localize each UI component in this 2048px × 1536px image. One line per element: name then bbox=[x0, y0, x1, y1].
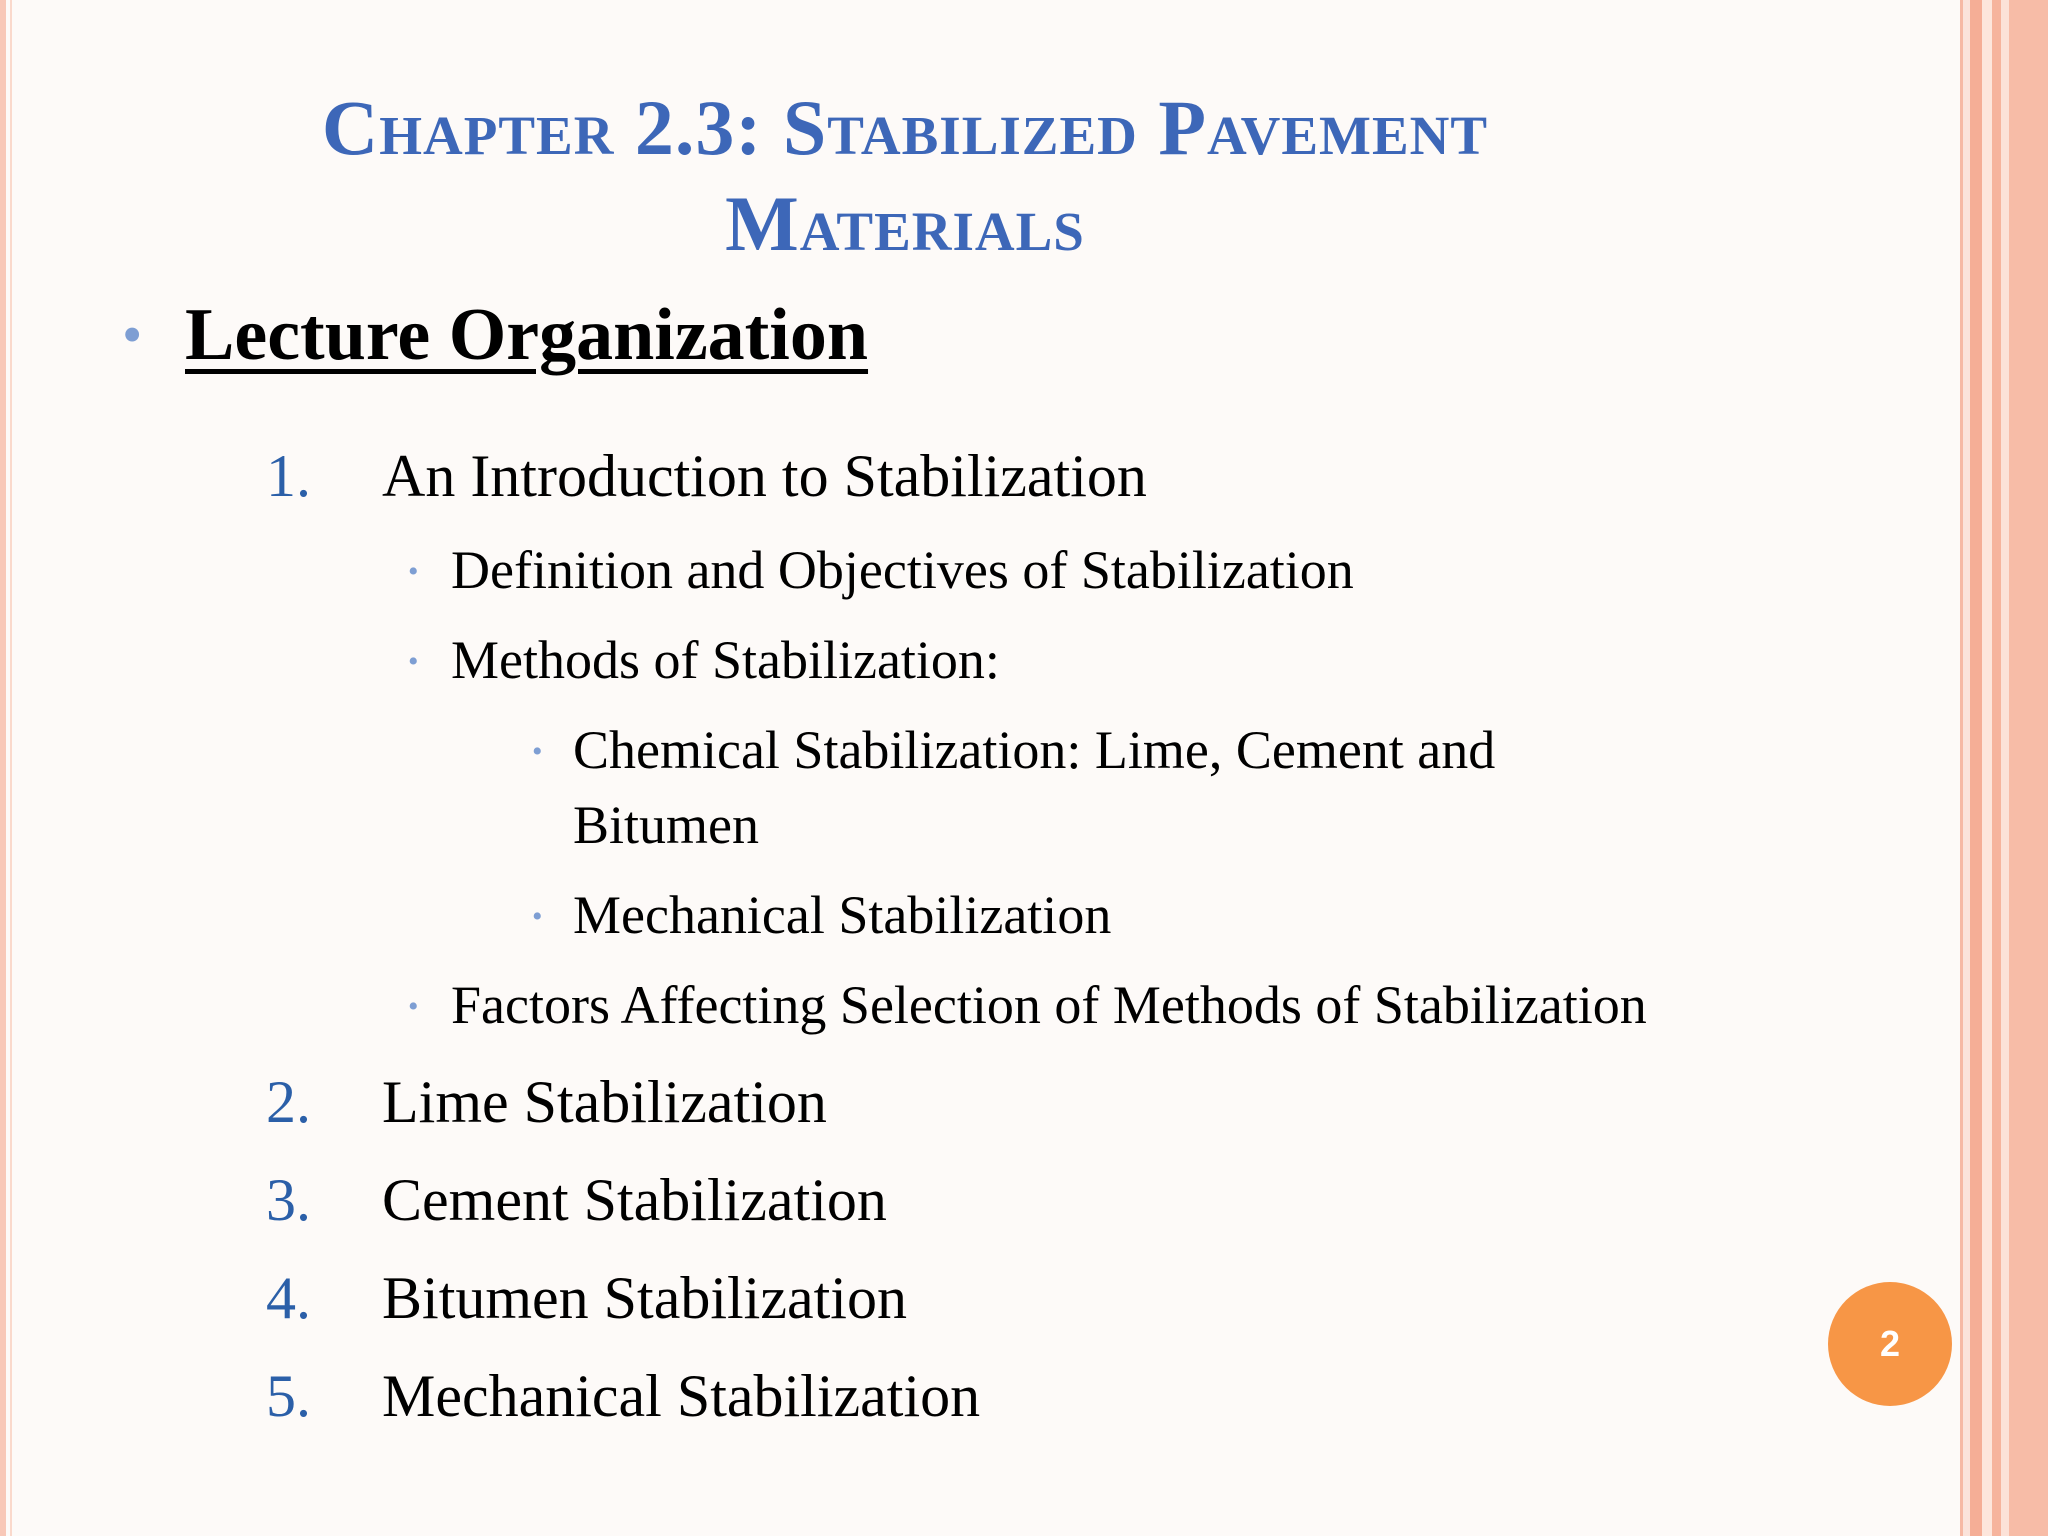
page-number-badge: 2 bbox=[1828, 1282, 1952, 1406]
sub-bullet-icon: • bbox=[532, 735, 543, 768]
right-stripe bbox=[1970, 0, 1982, 1536]
lecture-organization-heading: Lecture Organization bbox=[185, 294, 869, 376]
item-number: 1. bbox=[266, 443, 311, 509]
list-item: Mechanical Stabilization bbox=[382, 1363, 981, 1429]
list-item: Cement Stabilization bbox=[382, 1167, 887, 1233]
sub-list-item: Definition and Objectives of Stabilization bbox=[451, 540, 1354, 600]
list-item: An Introduction to Stabilization bbox=[382, 443, 1147, 509]
sub-bullet-icon: • bbox=[408, 555, 419, 588]
list-item: Bitumen Stabilization bbox=[382, 1265, 907, 1331]
item-number: 5. bbox=[266, 1363, 311, 1429]
sub-bullet-icon: • bbox=[408, 990, 419, 1023]
right-stripe bbox=[1982, 0, 1992, 1536]
right-stripe bbox=[2001, 0, 2009, 1536]
sub-sub-list-item-continuation: Bitumen bbox=[573, 795, 759, 855]
sub-bullet-icon: • bbox=[532, 900, 543, 933]
right-stripe bbox=[1992, 0, 2001, 1536]
sub-list-item: Factors Affecting Selection of Methods of Stabilization bbox=[451, 975, 1647, 1035]
sub-sub-list-item: Mechanical Stabilization bbox=[573, 885, 1112, 945]
slide-title: Chapter 2.3: Stabilized Pavement Materials bbox=[321, 84, 1489, 267]
left-border-line bbox=[0, 0, 6, 1536]
heading-bullet-icon: • bbox=[122, 302, 143, 367]
sub-bullet-icon: • bbox=[408, 645, 419, 678]
right-stripe bbox=[1963, 0, 1970, 1536]
item-number: 4. bbox=[266, 1265, 311, 1331]
left-border-thin-line bbox=[10, 0, 12, 1536]
right-stripe bbox=[2009, 0, 2048, 1536]
item-number: 3. bbox=[266, 1167, 311, 1233]
list-item: Lime Stabilization bbox=[382, 1069, 827, 1135]
sub-list-item: Methods of Stabilization: bbox=[451, 630, 1000, 690]
sub-sub-list-item: Chemical Stabilization: Lime, Cement and bbox=[573, 720, 1496, 780]
item-number: 2. bbox=[266, 1069, 311, 1135]
